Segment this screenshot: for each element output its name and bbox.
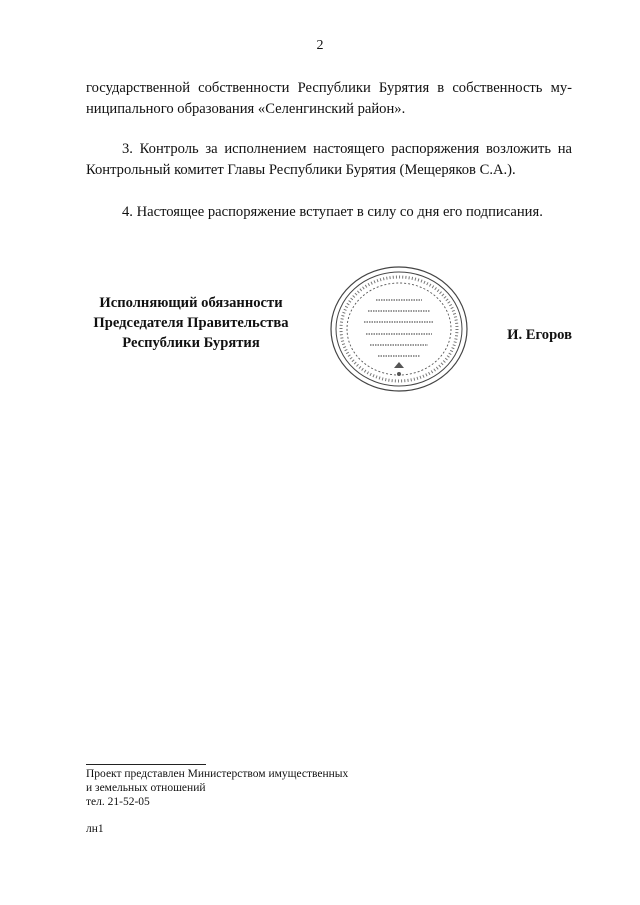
signatory-title bbox=[86, 293, 296, 353]
footer-line: Проект представлен Министерством имущественных bbox=[86, 768, 349, 780]
paragraph-effective-date: 4. Настоящее распоряжение вступает в силу со дня его подписания. bbox=[122, 204, 543, 220]
signatory-title-line: Республики Бурятия bbox=[122, 335, 260, 351]
signatory-title-line: Исполняющий обязанности bbox=[99, 295, 283, 311]
paragraph-line: 3. Контроль за исполнением настоящего распоряжения возложить на bbox=[122, 141, 572, 157]
footer-phone: тел. 21-52-05 bbox=[86, 796, 150, 808]
paragraph-control bbox=[86, 139, 572, 181]
footer-line: и земельных отношений bbox=[86, 782, 206, 794]
page-number: 2 bbox=[316, 38, 324, 53]
paragraph-line: государственной собственности Республики Бурятия в собственность му- bbox=[86, 80, 572, 96]
signatory-name: И. Егоров bbox=[507, 327, 572, 343]
signatory-title-line: Председателя Правительства bbox=[93, 315, 289, 331]
paragraph-line: Контрольный комитет Главы Республики Бурятия (Мещеряков С.А.). bbox=[86, 162, 516, 178]
paragraph-property-transfer bbox=[86, 78, 572, 120]
footer-tag: лн1 bbox=[86, 823, 104, 835]
footer-divider bbox=[86, 764, 206, 765]
footer-note bbox=[86, 767, 348, 809]
official-seal-icon bbox=[328, 264, 470, 394]
paragraph-line: ниципального образования «Селенгинский район». bbox=[86, 101, 406, 117]
